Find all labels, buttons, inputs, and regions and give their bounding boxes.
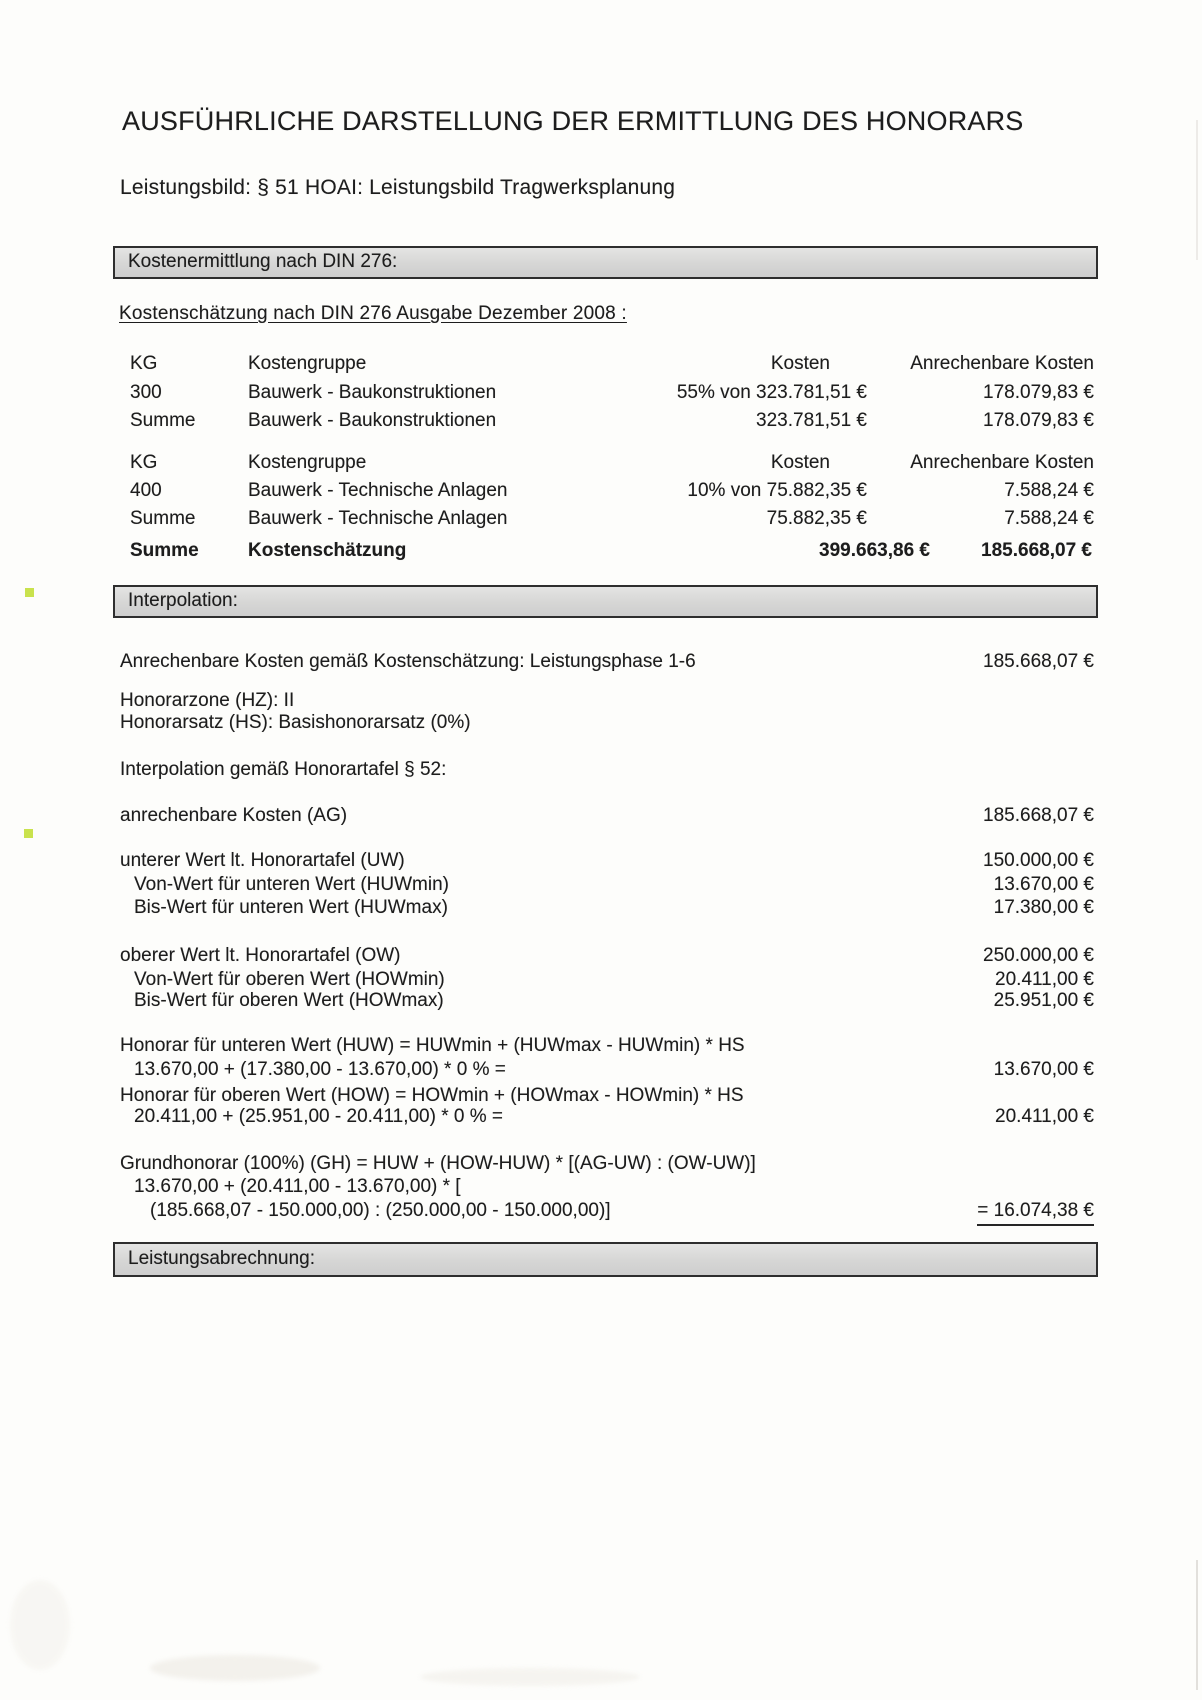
section-box-leistungsabrechnung: [113, 1242, 1098, 1277]
calc-line: [0, 712, 1202, 736]
calc-label: Honorar für oberen Wert (HOW) = HOWmin + (HOWmax - HOWmin) * HS: [120, 1085, 744, 1106]
green-marker-dot: [25, 588, 34, 597]
table-row: [0, 508, 1202, 532]
cell-anrechenbar: 185.668,07 €: [981, 540, 1092, 561]
calc-label: Bis-Wert für unteren Wert (HUWmax): [134, 897, 448, 918]
col-header-anrechenbar: Anrechenbare Kosten: [910, 353, 1094, 374]
calc-label: anrechenbare Kosten (AG): [120, 805, 348, 826]
calc-value: 13.670,00 €: [993, 1059, 1094, 1080]
cell-kg: 300: [130, 382, 162, 403]
calc-label: 13.670,00 + (20.411,00 - 13.670,00) * [: [134, 1176, 461, 1197]
calc-line: [0, 1059, 1202, 1083]
calc-value: 17.380,00 €: [993, 897, 1094, 918]
section-label-leistungsabrechnung: Leistungsabrechnung:: [128, 1248, 315, 1269]
table-total-row: [0, 540, 1202, 564]
calc-line: [0, 990, 1202, 1014]
calc-line: [0, 874, 1202, 898]
section-box-interpolation: [113, 585, 1098, 618]
col-header-kg: KG: [130, 353, 158, 374]
page-subtitle: Leistungsbild: § 51 HOAI: Leistungsbild Tragwerksplanung: [120, 176, 676, 199]
table-header-row: [0, 452, 1202, 476]
col-header-anrechenbar: Anrechenbare Kosten: [910, 452, 1094, 473]
green-marker-dot: [24, 829, 33, 838]
calc-line: [0, 1035, 1202, 1059]
calc-label: (185.668,07 - 150.000,00) : (250.000,00 - 150.000,00)]: [150, 1200, 611, 1221]
calc-line: [0, 1106, 1202, 1130]
calc-label: Bis-Wert für oberen Wert (HOWmax): [134, 990, 444, 1011]
cell-gruppe: Bauwerk - Baukonstruktionen: [248, 382, 497, 403]
calc-label: 20.411,00 + (25.951,00 - 20.411,00) * 0 % =: [134, 1106, 504, 1127]
calc-label: Honorarsatz (HS): Basishonorarsatz (0%): [120, 712, 471, 733]
scan-artifact-smudge: [420, 1668, 640, 1686]
cell-anrechenbar: 7.588,24 €: [1004, 480, 1094, 501]
cell-kosten: 399.663,86 €: [819, 540, 930, 561]
calc-line: [0, 690, 1202, 714]
calc-line: [0, 805, 1202, 829]
cell-kosten: 323.781,51 €: [756, 410, 867, 431]
col-header-gruppe: Kostengruppe: [248, 452, 367, 473]
calc-label: Von-Wert für oberen Wert (HOWmin): [134, 969, 445, 990]
calc-value: 250.000,00 €: [983, 945, 1094, 966]
table-header-row: [0, 353, 1202, 377]
scan-artifact-right-edge: [1196, 1560, 1198, 1690]
calc-line: [0, 1200, 1202, 1224]
col-header-kosten: Kosten: [770, 452, 830, 473]
calc-value: 13.670,00 €: [993, 874, 1094, 895]
calc-line: [0, 651, 1202, 675]
calc-line: [0, 897, 1202, 921]
calc-value: 25.951,00 €: [993, 990, 1094, 1011]
cell-kg: Summe: [130, 410, 196, 431]
calc-value: 185.668,07 €: [983, 651, 1094, 672]
cell-kg: Summe: [130, 540, 199, 561]
table-row: [0, 382, 1202, 406]
cell-kosten: 75.882,35 €: [766, 508, 867, 529]
calc-line: [0, 945, 1202, 969]
calc-label: oberer Wert lt. Honorartafel (OW): [120, 945, 401, 966]
calc-value: 150.000,00 €: [983, 850, 1094, 871]
scan-artifact-smudge: [150, 1655, 320, 1681]
calc-label: Honorarzone (HZ): II: [120, 690, 295, 711]
cell-gruppe: Bauwerk - Technische Anlagen: [248, 480, 508, 501]
calc-line: [0, 1153, 1202, 1177]
section-label-kostenermittlung: Kostenermittlung nach DIN 276:: [128, 251, 398, 272]
table-row: [0, 480, 1202, 504]
grand-total-value: = 16.074,38 €: [977, 1200, 1094, 1226]
col-header-kosten: Kosten: [770, 353, 830, 374]
scan-artifact-smudge: [10, 1580, 70, 1670]
calc-value: 20.411,00 €: [995, 1106, 1094, 1127]
cell-anrechenbar: 7.588,24 €: [1004, 508, 1094, 529]
cell-anrechenbar: 178.079,83 €: [983, 410, 1094, 431]
cell-kg: Summe: [130, 508, 196, 529]
calc-label: Von-Wert für unteren Wert (HUWmin): [134, 874, 449, 895]
calc-label: Grundhonorar (100%) (GH) = HUW + (HOW-HUW) * [(AG-UW) : (OW-UW)]: [120, 1153, 756, 1174]
cell-gruppe: Bauwerk - Technische Anlagen: [248, 508, 508, 529]
calc-value: 185.668,07 €: [983, 805, 1094, 826]
table-row: [0, 410, 1202, 434]
scan-artifact-right-edge: [1196, 120, 1198, 260]
kostenschaetzung-heading: Kostenschätzung nach DIN 276 Ausgabe Dezember 2008 :: [119, 303, 627, 324]
cell-kg: 400: [130, 480, 162, 501]
cell-gruppe: Kostenschätzung: [248, 540, 407, 561]
calc-line: [0, 850, 1202, 874]
calc-line: [0, 1176, 1202, 1200]
section-label-interpolation: Interpolation:: [128, 590, 238, 611]
cell-kosten: 10% von 75.882,35 €: [687, 480, 867, 501]
cell-gruppe: Bauwerk - Baukonstruktionen: [248, 410, 497, 431]
calc-line: [0, 759, 1202, 783]
cell-anrechenbar: 178.079,83 €: [983, 382, 1094, 403]
section-box-kostenermittlung: [113, 246, 1098, 279]
calc-value: 20.411,00 €: [995, 969, 1094, 990]
page-title: AUSFÜHRLICHE DARSTELLUNG DER ERMITTLUNG DES HONORARS: [122, 106, 1024, 136]
calc-label: unterer Wert lt. Honorartafel (UW): [120, 850, 405, 871]
cell-kosten: 55% von 323.781,51 €: [676, 382, 867, 403]
col-header-gruppe: Kostengruppe: [248, 353, 367, 374]
calc-label: Anrechenbare Kosten gemäß Kostenschätzung: Leistungsphase 1-6: [120, 651, 696, 672]
calc-label: 13.670,00 + (17.380,00 - 13.670,00) * 0 % =: [134, 1059, 506, 1080]
calc-label: Interpolation gemäß Honorartafel § 52:: [120, 759, 447, 780]
col-header-kg: KG: [130, 452, 158, 473]
calc-label: Honorar für unteren Wert (HUW) = HUWmin + (HUWmax - HUWmin) * HS: [120, 1035, 745, 1056]
